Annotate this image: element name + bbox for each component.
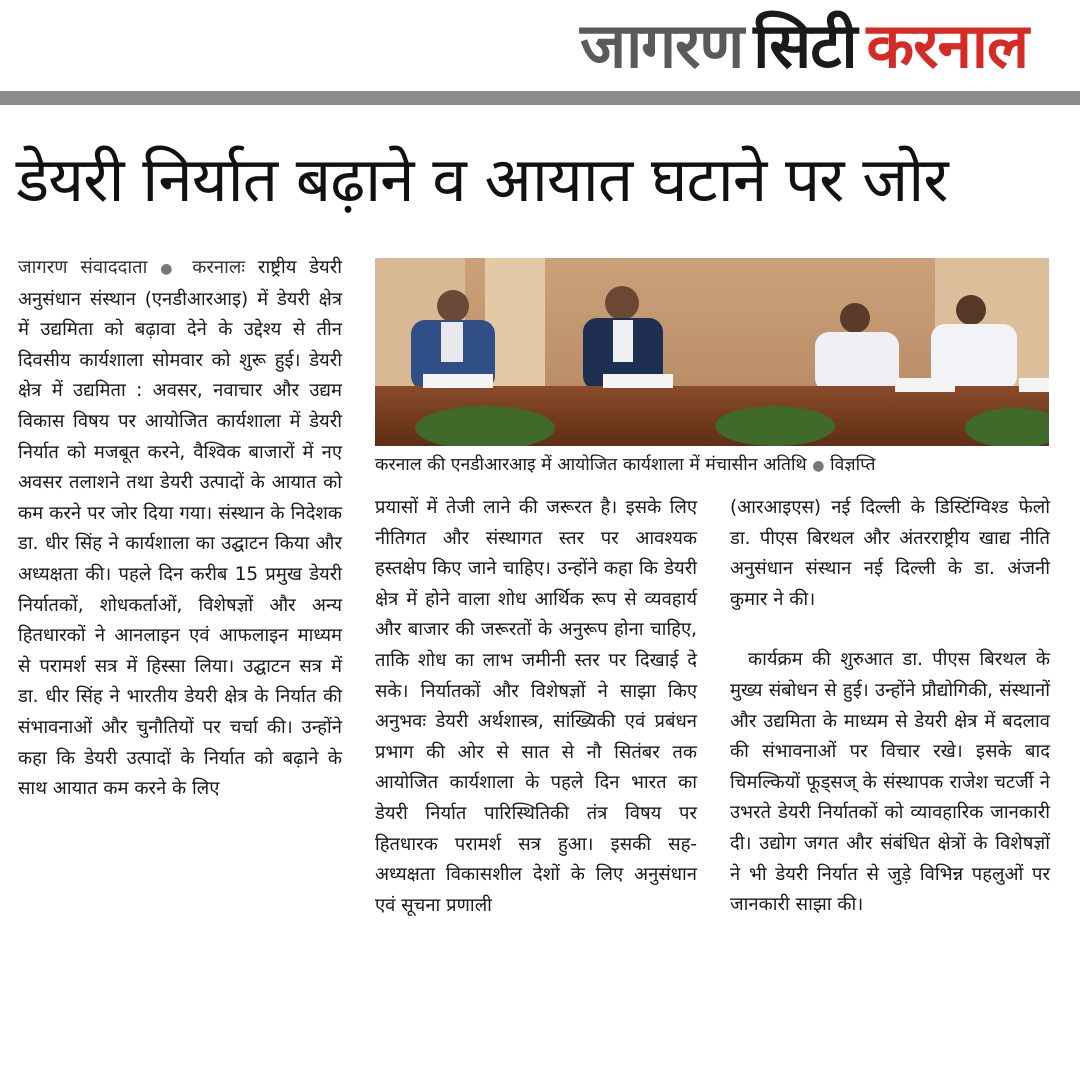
column-2-text: प्रयासों में तेजी लाने की जरूरत है। इसके लिए नीतिगत और संस्थागत स्तर पर आवश्यक हस्तक्षेप किए जाने चाहिए। उन्होंने कहा कि डेयरी क्षेत्र में होने वाला शोध आर्थिक रूप से व्यवहार्य और बाजार की जरूरतों के अनुरूप होना चाहिए, ताकि शोध का लाभ जमीनी स्तर पर दिखाई दे सके। निर्यातकों और विशेषज्ञों ने साझा किए अनुभवः डेयरी अर्थशास्त्र, सांख्यिकी एवं प्रबंधन प्रभाग की ओर से सात से नौ सितंबर तक आयोजित कार्यशाला के पहले दिन भारत का डेयरी निर्यात पारिस्थितिकी तंत्र विषय पर हितधारक परामर्श सत्र हुआ। इसकी सह-अध्यक्षता विकासशील देशों के लिए अनुसंधान एवं सूचना प्रणाली — [375, 497, 697, 916]
masthead-city: सिटी — [753, 9, 857, 82]
article-column-3 — [730, 493, 1050, 921]
masthead-karnal: करनाल — [866, 9, 1028, 82]
byline-place: करनालः — [192, 257, 246, 278]
article-column-2 — [375, 493, 697, 921]
masthead-title — [580, 6, 1028, 86]
column-3-text-2: कार्यक्रम की शुरुआत डा. पीएस बिरथल के मुख्य संबोधन से हुई। उन्होंने प्रौद्योगिकी, संस्थानों और उद्यमिता के माध्यम से डेयरी क्षेत्र में बदलाव की संभावनाओं पर विचार रखे। इसके बाद चिमल्कियों फूड्सज् के संस्थापक राजेश चटर्जी ने उभरते डेयरी निर्यातकों को व्यावहारिक जानकारी दी। उद्योग जगत और संबंधित क्षेत्रों के विशेषज्ञों ने भी डेयरी निर्यात से जुड़े विभिन्न पहलुओं पर जानकारी साझा की। — [730, 649, 1050, 916]
column-1-text: राष्ट्रीय डेयरी अनुसंधान संस्थान (एनडीआरआइ) में डेयरी क्षेत्र में उद्यमिता को बढ़ावा देने के उद्देश्य से तीन दिवसीय कार्यशाला सोमवार को शुरू हुई। डेयरी क्षेत्र में उद्यमिता : अवसर, नवाचार और उद्यम विकास विषय पर आयोजित कार्यशाला में डेयरी निर्यात को मजबूत करने, वैश्विक बाजारों में नए अवसर तलाशने तथा डेयरी उत्पादों के आयात को कम करने पर जोर दिया गया। संस्थान के निदेशक डा. धीर सिंह ने कार्यशाला का उद्घाटन किया और अध्यक्षता की। पहले दिन करीब 15 प्रमुख डेयरी निर्यातकों, शोधकर्ताओं, विशेषज्ञों और अन्य हितधारकों ने आनलाइन एवं आफलाइन माध्यम से परामर्श सत्र में हिस्सा लिया। उद्घाटन सत्र में डा. धीर सिंह ने भारतीय डेयरी क्षेत्र के निर्यात की संभावनाओं और चुनौतियों पर चर्चा की। उन्होंने कहा कि डेयरी उत्पादों के निर्यात को बढ़ाने के साथ आयात कम करने के लिए — [18, 257, 342, 800]
masthead-divider — [0, 91, 1080, 105]
article-column-1 — [18, 253, 342, 805]
photo-caption-text: करनाल की एनडीआरआइ में आयोजित कार्यशाला में मंचासीन अतिथि — [375, 455, 807, 475]
bullet-icon: ● — [160, 261, 180, 277]
article-headline: डेयरी निर्यात बढ़ाने व आयात घटाने पर जोर — [16, 143, 948, 216]
bullet-icon: ● — [812, 458, 825, 474]
event-photo-image — [375, 258, 1049, 446]
event-photo — [375, 258, 1049, 446]
column-3-text-1: (आरआइएस) नई दिल्ली के डिस्टिंग्विश्ड फेलो डा. पीएस बिरथल और अंतरराष्ट्रीय खाद्य नीति अनुसंधान संस्थान नई दिल्ली के डा. अंजनी कुमार ने की। — [730, 497, 1050, 610]
masthead-jagran: जागरण — [580, 9, 744, 82]
photo-caption — [375, 453, 1055, 478]
byline-reporter: जागरण संवाददाता — [18, 257, 148, 278]
photo-credit: विज्ञप्ति — [830, 455, 876, 475]
masthead — [0, 0, 1080, 88]
